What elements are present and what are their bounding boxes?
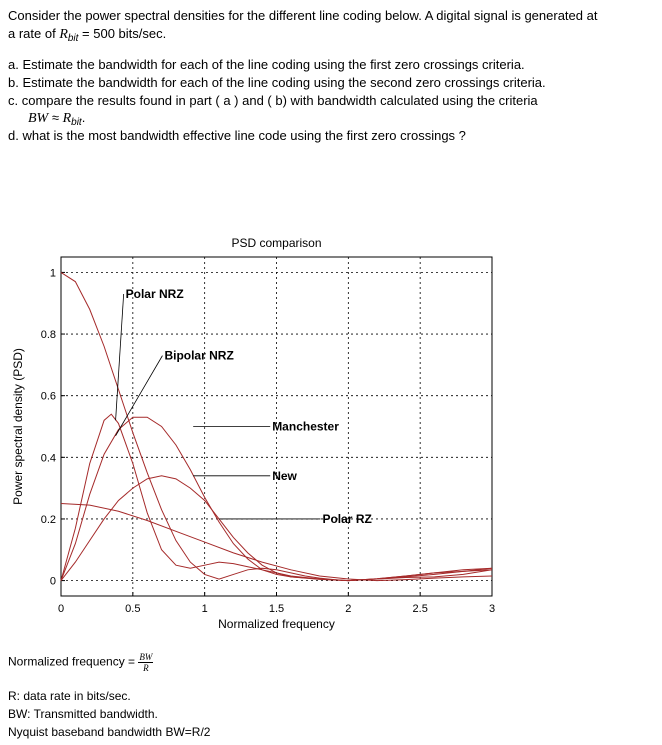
x-tick-label: 1 [201, 603, 208, 615]
bw-over-r-fraction [138, 652, 153, 673]
y-tick-label: 0 [49, 575, 56, 588]
part-b: b. Estimate the bandwidth for each of the line coding using the second zero crossings criteria. [8, 75, 546, 90]
rbit-subscript: bit [67, 33, 79, 44]
y-tick-label: 0.8 [40, 329, 56, 342]
criteria-bw: BW [28, 111, 49, 126]
intro-line-2-pre: a rate of [8, 26, 60, 41]
intro-line-1: Consider the power spectral densities for the different line coding below. A digital signal is generated at [8, 8, 598, 23]
part-d: d. what is the most bandwidth effective line code using the first zero crossings ? [8, 128, 466, 143]
rbit-symbol: R [59, 27, 68, 42]
x-tick-label: 0.5 [125, 603, 141, 615]
x-axis-label: Normalized frequency [218, 617, 335, 631]
bw-definition: BW: Transmitted bandwidth. [8, 707, 158, 721]
y-tick-label: 1 [49, 267, 56, 280]
r-definition: R: data rate in bits/sec. [8, 689, 131, 703]
annotation-label-polar-nrz: Polar NRZ [125, 286, 184, 301]
annotation-label-bipolar-nrz: Bipolar NRZ [164, 348, 234, 363]
part-a: a. Estimate the bandwidth for each of the line coding using the first zero crossings criteria. [8, 57, 525, 72]
x-tick-label: 1.5 [268, 603, 285, 615]
y-axis-label: Power spectral density (PSD) [11, 348, 25, 505]
intro-line-2 [8, 26, 166, 47]
y-tick-label: 0.6 [40, 390, 56, 403]
norm-freq-label: Normalized frequency = [8, 654, 139, 669]
annotation-label-manchester: Manchester [272, 419, 339, 434]
psd-chart [0, 225, 662, 645]
part-c: c. compare the results found in part ( a ) and ( b) with bandwidth calculated using the criteria [8, 93, 538, 108]
criteria-subscript: bit [71, 117, 82, 128]
annotation-label-polar-rz: Polar RZ [322, 511, 372, 526]
nyquist-definition: Nyquist baseband bandwidth BW=R/2 [8, 725, 211, 739]
fraction-numerator: BW [139, 652, 153, 662]
intro-line-2-post: = 500 bits/sec. [78, 26, 167, 41]
chart-title: PSD comparison [231, 236, 322, 250]
fraction-denominator: R [143, 663, 149, 673]
x-tick-label: 2 [345, 603, 352, 615]
y-tick-label: 0.2 [40, 513, 56, 526]
x-tick-label: 0 [57, 603, 65, 615]
normalized-frequency-def [8, 652, 153, 673]
criteria-dot: . [81, 110, 86, 125]
criteria-approx: ≈ [48, 110, 63, 125]
x-tick-label: 3 [488, 603, 496, 615]
x-tick-label: 2.5 [412, 603, 428, 615]
y-tick-label: 0.4 [40, 452, 56, 465]
annotation-label-new: New [272, 468, 297, 483]
criteria-r: R [62, 111, 72, 126]
